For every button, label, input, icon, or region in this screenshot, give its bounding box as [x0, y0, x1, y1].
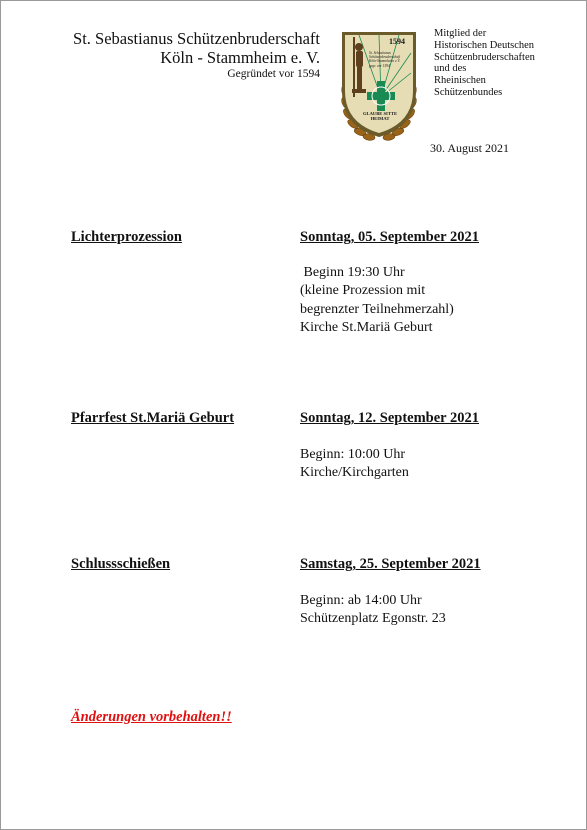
changes-reserved-notice: Änderungen vorbehalten!! [71, 709, 232, 725]
event-details-schlussschiessen [300, 592, 446, 629]
membership-line: und des [434, 63, 467, 75]
crest-motto: GLAUBE SITTE HEIMAT [362, 111, 398, 121]
crest-svg [339, 29, 419, 143]
founded-note: Gegründet vor 1594 [227, 68, 320, 80]
letter-date: 30. August 2021 [430, 141, 510, 155]
membership-line: Schützenbruderschaften [434, 51, 535, 63]
crest-inscription-line: Schützenbruderschaft [369, 55, 401, 60]
crest-year: 1594 [389, 37, 405, 46]
event-detail-line: begrenzter Teilnehmerzahl) [300, 301, 454, 317]
membership-line: Historischen Deutschen [434, 39, 535, 51]
crest-inscription-line: gegr. vor 1594 [369, 63, 390, 68]
organization-name [73, 29, 320, 67]
crest-inscription-line: St. Sebastianus [369, 51, 391, 55]
event-date-schlussschiessen: Samstag, 25. September 2021 [300, 556, 481, 572]
event-details-lichterprozession [300, 264, 454, 338]
event-detail-line: Beginn 19:30 Uhr [300, 265, 405, 280]
crest-inscription [369, 51, 413, 68]
event-detail-line: Schützenplatz Egonstr. 23 [300, 611, 446, 627]
event-title-lichterprozession: Lichterprozession [71, 229, 182, 245]
event-date-lichterprozession: Sonntag, 05. September 2021 [300, 229, 479, 245]
event-date-pfarrfest: Sonntag, 12. September 2021 [300, 410, 479, 426]
event-detail-line: Kirche St.Mariä Geburt [300, 320, 433, 336]
organization-name-line-1: St. Sebastianus Schützenbruderschaft [73, 29, 320, 48]
membership-line: Mitglied der [434, 28, 487, 39]
membership-line: Rheinischen [434, 75, 486, 87]
brotherhood-crest-icon [339, 29, 419, 143]
crest-inscription-line: Köln-Stammheim e.V. [369, 59, 400, 64]
event-title-schlussschiessen: Schlussschießen [71, 556, 171, 572]
event-detail-line: Beginn: ab 14:00 Uhr [300, 593, 422, 608]
organization-name-line-2: Köln - Stammheim e. V. [160, 48, 320, 67]
membership-note [434, 28, 535, 99]
event-title-pfarrfest: Pfarrfest St.Mariä Geburt [71, 410, 235, 426]
event-detail-line: (kleine Prozession mit [300, 283, 426, 299]
event-detail-line: Kirche/Kirchgarten [300, 465, 409, 481]
membership-line: Schützenbundes [434, 86, 503, 98]
event-detail-line: Beginn: 10:00 Uhr [300, 447, 405, 462]
event-details-pfarrfest [300, 446, 409, 483]
